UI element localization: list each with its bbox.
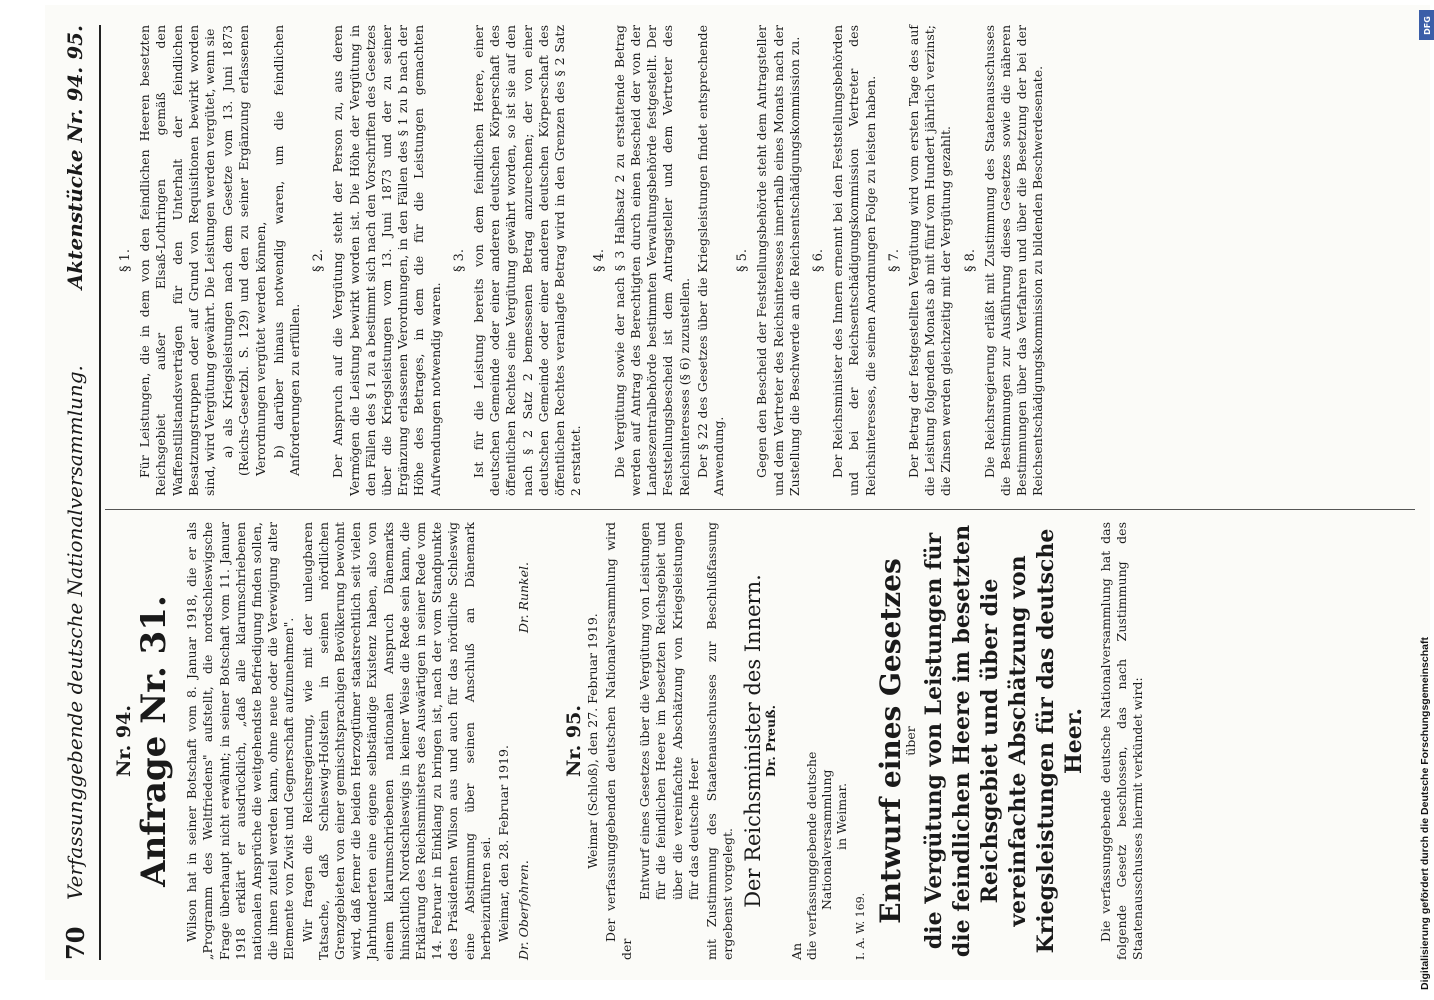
letter-bill-title: Entwurf eines Gesetzes über die Vergütung von Leistungen für die feindlichen Heere im besetzten Reichsgebiet und über die vereinfachte Abschätzung von Kriegsleistungen für das deutsche Heer [637, 522, 701, 900]
section-1-item-b: b) darüber hinaus notwendig waren, um die feindlichen Anforderungen zu erfüllen. [270, 25, 303, 476]
anfrage-heading: Anfrage Nr. 31. [134, 595, 175, 887]
digitization-notice [1414, 10, 1434, 995]
anfrage-signatures [516, 562, 532, 960]
anfrage-paragraph-2: Wir fragen die Reichsregierung, wie mit der unleugbaren Tatsache, daß Schleswig-Holstein in seinen nördlichen Grenzgebieten von einer gemischtsprachigen Bevölkerung bewohnt wird, daß ferner die beiden Herzogtümer staatsrechtlich seit vielen Jahrhunderten eine eigene selbständige Existenz haben, also von einem klarumschriebenen nationalen Anspruch Dänemarks hinsichtlich Nordschleswigs in keiner Weise die Rede sein kann, die Erklärung des Reichsministers des Auswärtigen in seiner Rede vom 14. Februar in Einklang zu bringen ist, nach der vom Standpunkte des Präsidenten Wilson aus und auch für das nördliche Schleswig eine Abstimmung über seinen Anschluß an Dänemark herbeizuführen sei. [299, 522, 493, 960]
section-2-heading: § 2. [311, 248, 327, 273]
dfg-logo: DFG [1419, 10, 1434, 40]
section-3-heading: § 3. [451, 248, 467, 273]
ministry-name: Der Reichsminister des Innern. [740, 574, 765, 908]
section-8-text: Die Reichsregierung erläßt mit Zustimmung des Staatenausschusses die Bestimmungen zur Ausführung dieses Gesetzes sowie die näheren Bestimmungen über das Verfahren und über die Besetzung der bei der Reichsentschädigungskommission zu bildenden Beschwerdesenate. [981, 25, 1046, 496]
anfrage-date: Weimar, den 28. Februar 1919. [496, 745, 512, 942]
section-7-text: Der Betrag der festgestellten Vergütung wird vom ersten Tage des auf die Leistung folgenden Monats ab mit fünf vom Hundert jährlich verzinst; die Zinsen werden gleichzeitig mit der Vergütung gezahlt. [905, 25, 954, 496]
column-divider [105, 509, 1415, 510]
doc-number-95: Nr. 95. [563, 705, 586, 777]
section-5-heading: § 5. [735, 248, 751, 273]
address-line: die verfassunggebende deutsche [803, 751, 819, 960]
address-line: An [788, 942, 804, 960]
section-4-text: Die Vergütung sowie der nach § 3 Halbsatz 2 zu erstattende Betrag werden auf Antrag des Berechtigten durch einen Bescheid der von der Landeszentralbehörde bestimmten Verwaltungsbehörde festgestellt. Der Feststellungsbescheid ist dem Antragsteller und dem Vertreter des Reichsinteresses (§ 6) zuzustellen. [611, 25, 692, 496]
section-6-text: Der Reichsminister des Innern ernennt bei den Feststellungsbehörden und bei der Reichsentschädigungskommission Vertreter des Reichsinteresses, die seinen Anordnungen Folge zu leisten haben. [830, 25, 878, 496]
section-2-text: Der Anspruch auf die Vergütung steht der Person zu, aus deren Vermögen die Leistung bewirkt worden ist. Die Höhe der Vergütung in den Fällen des § 1 zu a bestimmt sich nach den Vorschriften des Gesetzes über die Kriegsleistungen vom 13. Juni 1873 und der zu seiner Ergänzung erlassenen Verordnungen, in den Fällen des § 1 zu b nach der Höhe des Betrages, in dem die für die Leistungen gemachten Aufwendungen notwendig waren. [330, 25, 443, 496]
section-1-text: Für Leistungen, die in dem von den feindlichen Heeren besetzten Reichsgebiet außer Elsaß-Lothringen gemäß den Waffenstillstandsverträgen für den Unterhalt der feindlichen Besatzungstruppen oder auf Grund von Requisitionen bewirkt worden sind, wird Vergütung gewährt. Die Leistungen werden vergütet, wenn sie [137, 25, 218, 496]
section-7-heading: § 7. [886, 248, 902, 273]
signature-runkel: Dr. Runkel. [516, 562, 532, 634]
doc-number-94: Nr. 94. [113, 705, 135, 777]
section-4-text-2: Der § 22 des Gesetzes über die Kriegsleistungen findet entsprechende Anwendung. [694, 25, 726, 496]
rotated-document-page [45, 5, 1430, 980]
section-3-text: Ist für die Leistung bereits von dem feindlichen Heere, einer deutschen Gemeinde oder einer anderen deutschen Körperschaft des öffentlichen Rechtes eine Vergütung gewährt worden, so ist sie auf den nach § 2 Satz 2 bemessenen Betrag anzurechnen; der von einer deutschen Gemeinde oder einer anderen deutschen Körperschaft des öffentlichen Rechtes veranlagte Betrag wird in den Grenzen des § 2 Satz 2 erstattet. [471, 25, 584, 496]
page-header [57, 25, 101, 960]
bill-title: die Vergütung von Leistungen für die feindlichen Heere im besetzten Reichsgebiet und über die vereinfachte Abschätzung von Kriegsleistungen für das deutsche Heer. [920, 524, 1087, 958]
file-reference: I. A. W. 169. [853, 892, 867, 960]
section-4-heading: § 4. [592, 248, 608, 273]
section-1-item-a: a) als Kriegsleistungen nach dem Gesetze vom 13. Juni 1873 (Reichs-Gesetzbl. S. 129) und den zu seiner Ergänzung erlassenen Verordnungen vergütet werden können, [220, 25, 268, 476]
address-line: in Weimar. [833, 782, 849, 850]
digitization-notice-text: Digitalisierung gefördert durch die Deutsche Forschungsgemeinschaft [1419, 637, 1431, 990]
bill-heading: Entwurf eines Gesetzes [874, 558, 908, 924]
letter-date: Weimar (Schloß), den 27. Februar 1919. [584, 613, 600, 869]
bill-ueber: über [903, 726, 919, 756]
minister-name: Dr. Preuß. [762, 705, 778, 777]
page-number: 70 [61, 926, 90, 960]
right-column [110, 25, 1049, 496]
running-title: Verfassunggebende deutsche Nationalversammlung. [63, 365, 87, 900]
section-5-text: Gegen den Bescheid der Feststellungsbehörde steht dem Antragsteller und dem Vertreter des Reichsinteresses innerhalb eines Monats nach der Zustellung die Beschwerde an die Reichsentschädigungskommission zu. [754, 25, 802, 496]
section-8-heading: § 8. [962, 248, 978, 273]
anfrage-paragraph-1: Wilson hat in seiner Botschaft vom 8. Januar 1918, die er als „Programm des Weltfriedens" aufstellt, die nordschleswigsche Frage überhaupt nicht erwähnt; in seiner Botschaft vom 11. Januar 1918 erklärt er ausdrücklich, „daß alle klarumschriebenen nationalen Ansprüche die weitgehendste Befriedigung finden sollen, die ihnen zuteil werden kann, ohne neue oder die Verewigung alter Elemente von Zwist und Gegnerschaft aufzunehmen". [184, 522, 297, 960]
letter-intro: Der verfassunggebenden deutschen Nationalversammlung wird der [602, 522, 635, 960]
section-6-heading: § 6. [810, 248, 826, 273]
letter-consent: mit Zustimmung des Staatenausschusses zur Beschlußfassung ergebenst vorgelegt. [704, 522, 736, 960]
letter-address [789, 522, 849, 960]
left-column [110, 522, 1148, 960]
section-1-heading: § 1. [118, 248, 133, 273]
document-numbers: Aktenstücke Nr. 94. 95. [63, 25, 87, 290]
address-line: Nationalversammlung [818, 769, 834, 910]
digitization-notice-svg [1414, 10, 1434, 995]
bill-preamble: Die verfassunggebende deutsche Nationalversammlung hat das folgende Gesetz beschlossen, das nach Zustimmung des Staatenausschusses hiermit verkündet wird: [1097, 522, 1145, 960]
signature-oberfohren: Dr. Oberfohren. [516, 860, 532, 960]
